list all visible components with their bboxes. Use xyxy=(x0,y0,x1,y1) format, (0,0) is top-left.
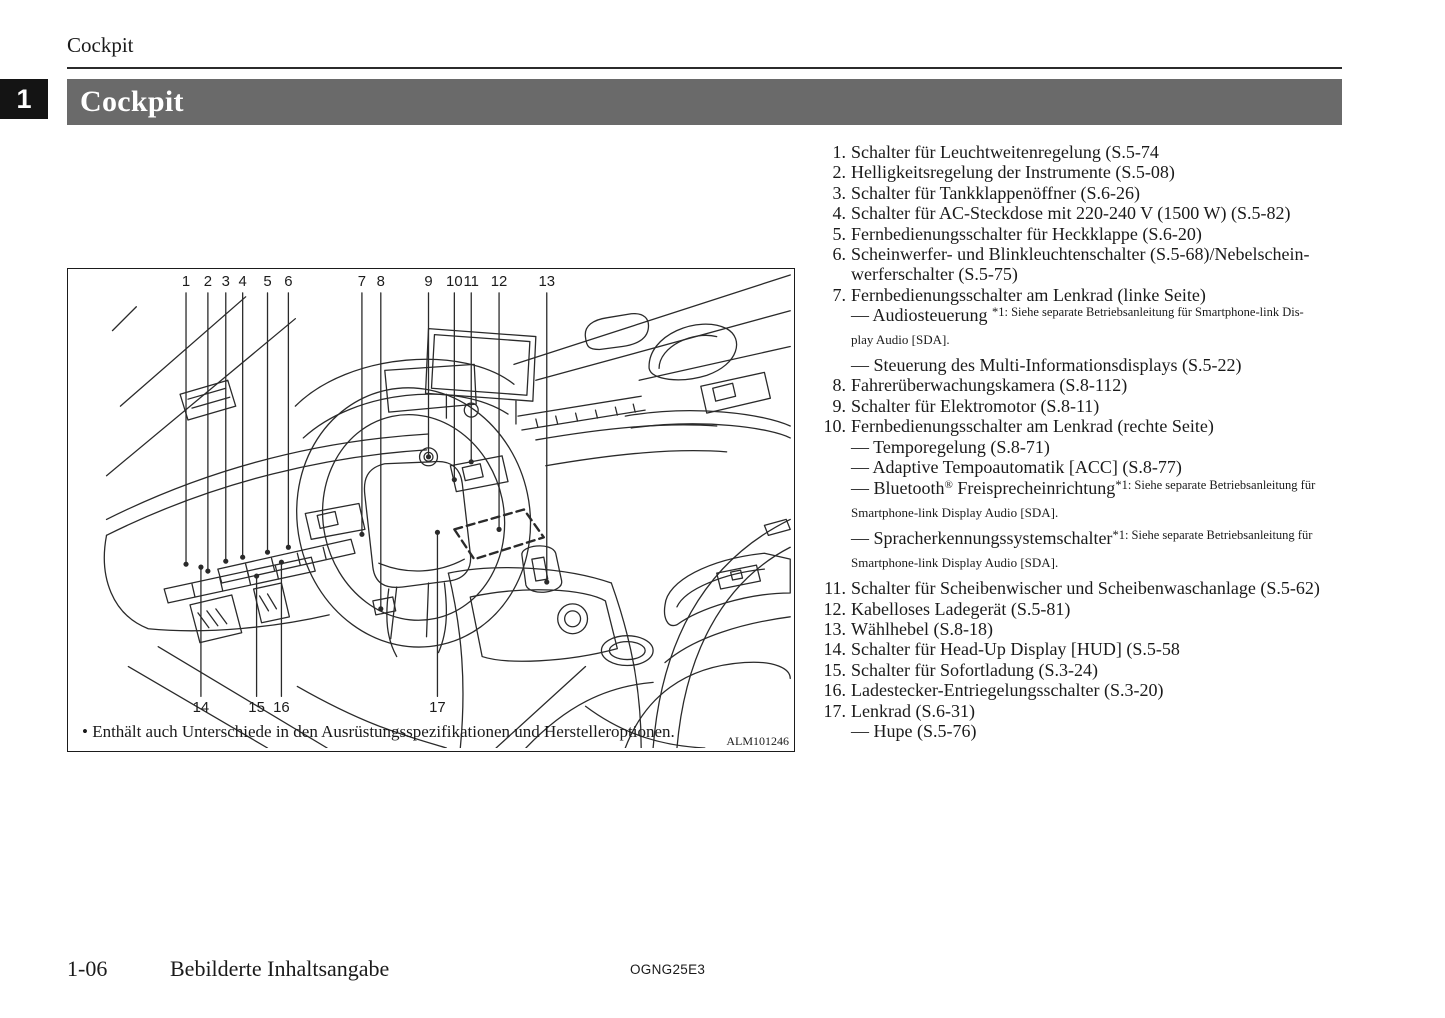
cockpit-diagram xyxy=(68,269,791,748)
running-header-title: Cockpit xyxy=(67,33,134,57)
leader-dot xyxy=(183,562,188,567)
item-text-segment: Kabelloses Ladegerät (S.5-81) xyxy=(851,598,1071,619)
header-rule xyxy=(67,67,1342,69)
item-number: 1. xyxy=(832,142,846,162)
callout-number: 5 xyxy=(263,273,272,290)
item-text-segment: — Temporegelung (S.8-71) xyxy=(851,436,1050,457)
item-text-segment: Lenkrad (S.6-31) xyxy=(851,700,975,721)
leader-dot xyxy=(378,606,383,611)
list-item-17 xyxy=(817,701,1417,721)
item-text xyxy=(851,578,1320,598)
item-text-segment: — Bluetooth xyxy=(851,477,945,498)
item-text xyxy=(851,162,1175,182)
doc-code: OGNG25E3 xyxy=(630,962,706,977)
item-text-segment: Fernbedienungsschalter am Lenkrad (linke Seite) xyxy=(851,284,1206,305)
leader-dot xyxy=(223,559,228,564)
item-text xyxy=(851,501,1058,523)
list-item-14 xyxy=(817,639,1417,659)
callout-number: 4 xyxy=(238,273,247,290)
item-text xyxy=(851,375,1127,395)
item-text-segment: Schalter für AC-Steckdose mit 220-240 V (1500 W) (S.5-82) xyxy=(851,203,1291,224)
list-item-16 xyxy=(817,680,1417,700)
leader-dot xyxy=(426,454,431,459)
item-text-segment: *1: Siehe separate Betriebsanleitung für Smartphone-link Dis- xyxy=(992,305,1304,320)
list-item-continuation xyxy=(817,264,1417,284)
list-item-continuation xyxy=(817,437,1417,457)
item-text xyxy=(851,264,1018,284)
list-item-continuation xyxy=(817,551,1417,573)
leader-lines xyxy=(186,293,547,696)
parts-list xyxy=(817,142,1417,741)
item-text-segment: Schalter für Elektromotor (S.8-11) xyxy=(851,395,1100,416)
leader-dot xyxy=(240,555,245,560)
item-text-segment: — Audiosteuerung xyxy=(851,305,992,326)
chapter-number: 1 xyxy=(16,83,32,114)
callout-number: 14 xyxy=(192,700,210,717)
chapter-tab xyxy=(0,79,48,119)
item-text-segment: werferschalter (S.5-75) xyxy=(851,264,1018,285)
list-item-10 xyxy=(817,416,1417,436)
item-text-segment: Smartphone-link Display Audio [SDA]. xyxy=(851,504,1059,520)
callout-number: 17 xyxy=(429,700,446,717)
item-text xyxy=(851,660,1098,680)
list-item-9 xyxy=(817,396,1417,416)
item-text xyxy=(851,551,1058,573)
center-display xyxy=(426,329,536,424)
callout-number: 9 xyxy=(424,273,433,290)
item-text-segment: — Adaptive Tempoautomatik [ACC] (S.8-77) xyxy=(851,457,1182,478)
item-text-segment: Schalter für Tankklappenöffner (S.6-26) xyxy=(851,182,1140,203)
dash-vent-strip xyxy=(518,396,727,466)
callout-number: 10 xyxy=(446,273,463,290)
leader-dot xyxy=(452,477,457,482)
list-item-2 xyxy=(817,162,1417,182)
item-text-segment: *1: Siehe separate Betriebsanleitung für xyxy=(1115,477,1316,492)
list-item-continuation xyxy=(817,355,1417,375)
callout-number: 15 xyxy=(248,700,265,717)
leader-dot xyxy=(198,565,203,570)
item-text-segment: Scheinwerfer- und Blinkleuchtenschalter (S.5-68)/Nebelschein- xyxy=(851,244,1310,265)
callout-number: 13 xyxy=(538,273,556,290)
item-text-segment: Freisprecheinrichtung xyxy=(952,477,1116,498)
item-text-segment: Schalter für Sofortladung (S.3-24) xyxy=(851,659,1098,680)
list-item-8 xyxy=(817,375,1417,395)
callout-number: 12 xyxy=(490,273,508,290)
leader-dot xyxy=(254,573,259,578)
item-text xyxy=(851,478,1315,501)
list-item-6 xyxy=(817,244,1417,264)
list-item-3 xyxy=(817,183,1417,203)
item-text-segment: Schalter für Leuchtweitenregelung (S.5-74 xyxy=(851,142,1159,162)
figure-image-code: ALM101246 xyxy=(726,734,789,748)
item-text xyxy=(851,328,950,350)
callout-number: 7 xyxy=(357,273,367,290)
leader-dot xyxy=(359,532,364,537)
item-text-segment: Fahrerüberwachungskamera (S.8-112) xyxy=(851,375,1128,396)
list-item-13 xyxy=(817,619,1417,639)
item-number: 5. xyxy=(832,223,846,244)
item-number: 14. xyxy=(823,639,846,660)
list-item-4 xyxy=(817,203,1417,223)
item-text xyxy=(851,639,1180,659)
item-number: 10. xyxy=(823,416,846,437)
item-text-segment: ® xyxy=(944,478,953,491)
item-text xyxy=(851,142,1159,162)
item-text-segment: Ladestecker-Entriegelungsschalter (S.3-20) xyxy=(851,680,1164,701)
item-text xyxy=(851,619,993,639)
item-number: 8. xyxy=(832,375,846,396)
leader-dot xyxy=(205,569,210,574)
item-text xyxy=(851,721,976,741)
steering-wheel xyxy=(273,366,555,669)
list-item-continuation xyxy=(817,305,1417,327)
leader-dot xyxy=(435,530,440,535)
item-number: 4. xyxy=(832,203,846,224)
callout-number: 1 xyxy=(181,273,191,290)
item-text xyxy=(851,305,1304,327)
item-text-segment: Schalter für Head-Up Display [HUD] (S.5-58 xyxy=(851,639,1180,660)
leader-dot xyxy=(544,579,549,584)
page-number: 1-06 xyxy=(67,956,108,981)
leader-dot xyxy=(279,560,284,565)
instrument-cluster xyxy=(295,359,514,438)
item-text xyxy=(851,285,1206,305)
item-number: 15. xyxy=(823,659,846,680)
figure-caption: • Enthält auch Unterschiede in den Ausrüstungsspezifikationen und Herstelleroptionen. xyxy=(82,722,675,741)
leader-dot xyxy=(496,527,501,532)
item-number: 3. xyxy=(832,182,846,203)
item-text-segment: play Audio [SDA]. xyxy=(851,331,950,347)
item-text-segment: Fernbedienungsschalter am Lenkrad (rechte Seite) xyxy=(851,416,1214,437)
item-text xyxy=(851,701,975,721)
item-text xyxy=(851,355,1241,375)
item-text-segment: — Steuerung des Multi-Informationsdisplays (S.5-22) xyxy=(851,355,1242,376)
callout-number: 11 xyxy=(463,273,479,290)
list-item-continuation xyxy=(817,457,1417,477)
item-text xyxy=(851,457,1182,477)
roof-lines xyxy=(514,275,790,380)
leader-dot xyxy=(286,545,291,550)
item-text xyxy=(851,244,1309,264)
item-number: 2. xyxy=(832,162,846,183)
item-text xyxy=(851,599,1070,619)
item-text xyxy=(851,680,1164,700)
cockpit-figure-box xyxy=(67,268,795,752)
leader-dot xyxy=(265,550,270,555)
item-text-segment: Wählhebel (S.8-18) xyxy=(851,618,993,639)
item-text xyxy=(851,224,1202,244)
list-item-7 xyxy=(817,285,1417,305)
item-number: 9. xyxy=(832,395,846,416)
list-item-continuation xyxy=(817,528,1417,550)
callout-number: 2 xyxy=(203,273,213,290)
side-mirror xyxy=(649,324,737,380)
list-item-continuation xyxy=(817,501,1417,523)
section-banner xyxy=(67,79,1342,125)
item-text xyxy=(851,396,1099,416)
list-item-5 xyxy=(817,224,1417,244)
list-item-15 xyxy=(817,660,1417,680)
list-item-1 xyxy=(817,142,1417,162)
item-number: 7. xyxy=(832,284,846,305)
section-title: Cockpit xyxy=(80,85,184,118)
item-number: 6. xyxy=(832,244,846,265)
item-text xyxy=(851,203,1290,223)
item-text xyxy=(851,416,1214,436)
list-item-11 xyxy=(817,578,1417,598)
item-number: 13. xyxy=(823,618,846,639)
item-text-segment: Helligkeitsregelung der Instrumente (S.5-08) xyxy=(851,162,1175,183)
item-text-segment: *1: Siehe separate Betriebsanleitung für xyxy=(1112,528,1313,543)
item-text xyxy=(851,183,1140,203)
right-door xyxy=(625,347,790,748)
item-text-segment: — Spracherkennungssystemschalter xyxy=(851,528,1113,549)
list-item-continuation xyxy=(817,721,1417,741)
item-number: 12. xyxy=(823,598,846,619)
callout-number: 3 xyxy=(221,273,230,290)
list-item-continuation xyxy=(817,478,1417,501)
list-item-12 xyxy=(817,599,1417,619)
item-text-segment: — Hupe (S.5-76) xyxy=(851,720,977,741)
leader-dot xyxy=(469,459,474,464)
item-text xyxy=(851,528,1312,550)
callout-number: 16 xyxy=(273,700,290,717)
item-text xyxy=(851,437,1050,457)
item-number: 17. xyxy=(823,700,846,721)
list-item-continuation xyxy=(817,328,1417,350)
item-text-segment: Fernbedienungsschalter für Heckklappe (S.6-20) xyxy=(851,223,1202,244)
footer-section-title: Bebilderte Inhaltsangabe xyxy=(170,956,390,981)
callout-number: 6 xyxy=(284,273,293,290)
callout-number: 8 xyxy=(376,273,385,290)
item-number: 16. xyxy=(823,680,846,701)
item-number: 11. xyxy=(824,578,846,599)
item-text-segment: Smartphone-link Display Audio [SDA]. xyxy=(851,554,1059,570)
item-text-segment: Schalter für Scheibenwischer und Scheibenwaschanlage (S.5-62) xyxy=(851,578,1320,599)
